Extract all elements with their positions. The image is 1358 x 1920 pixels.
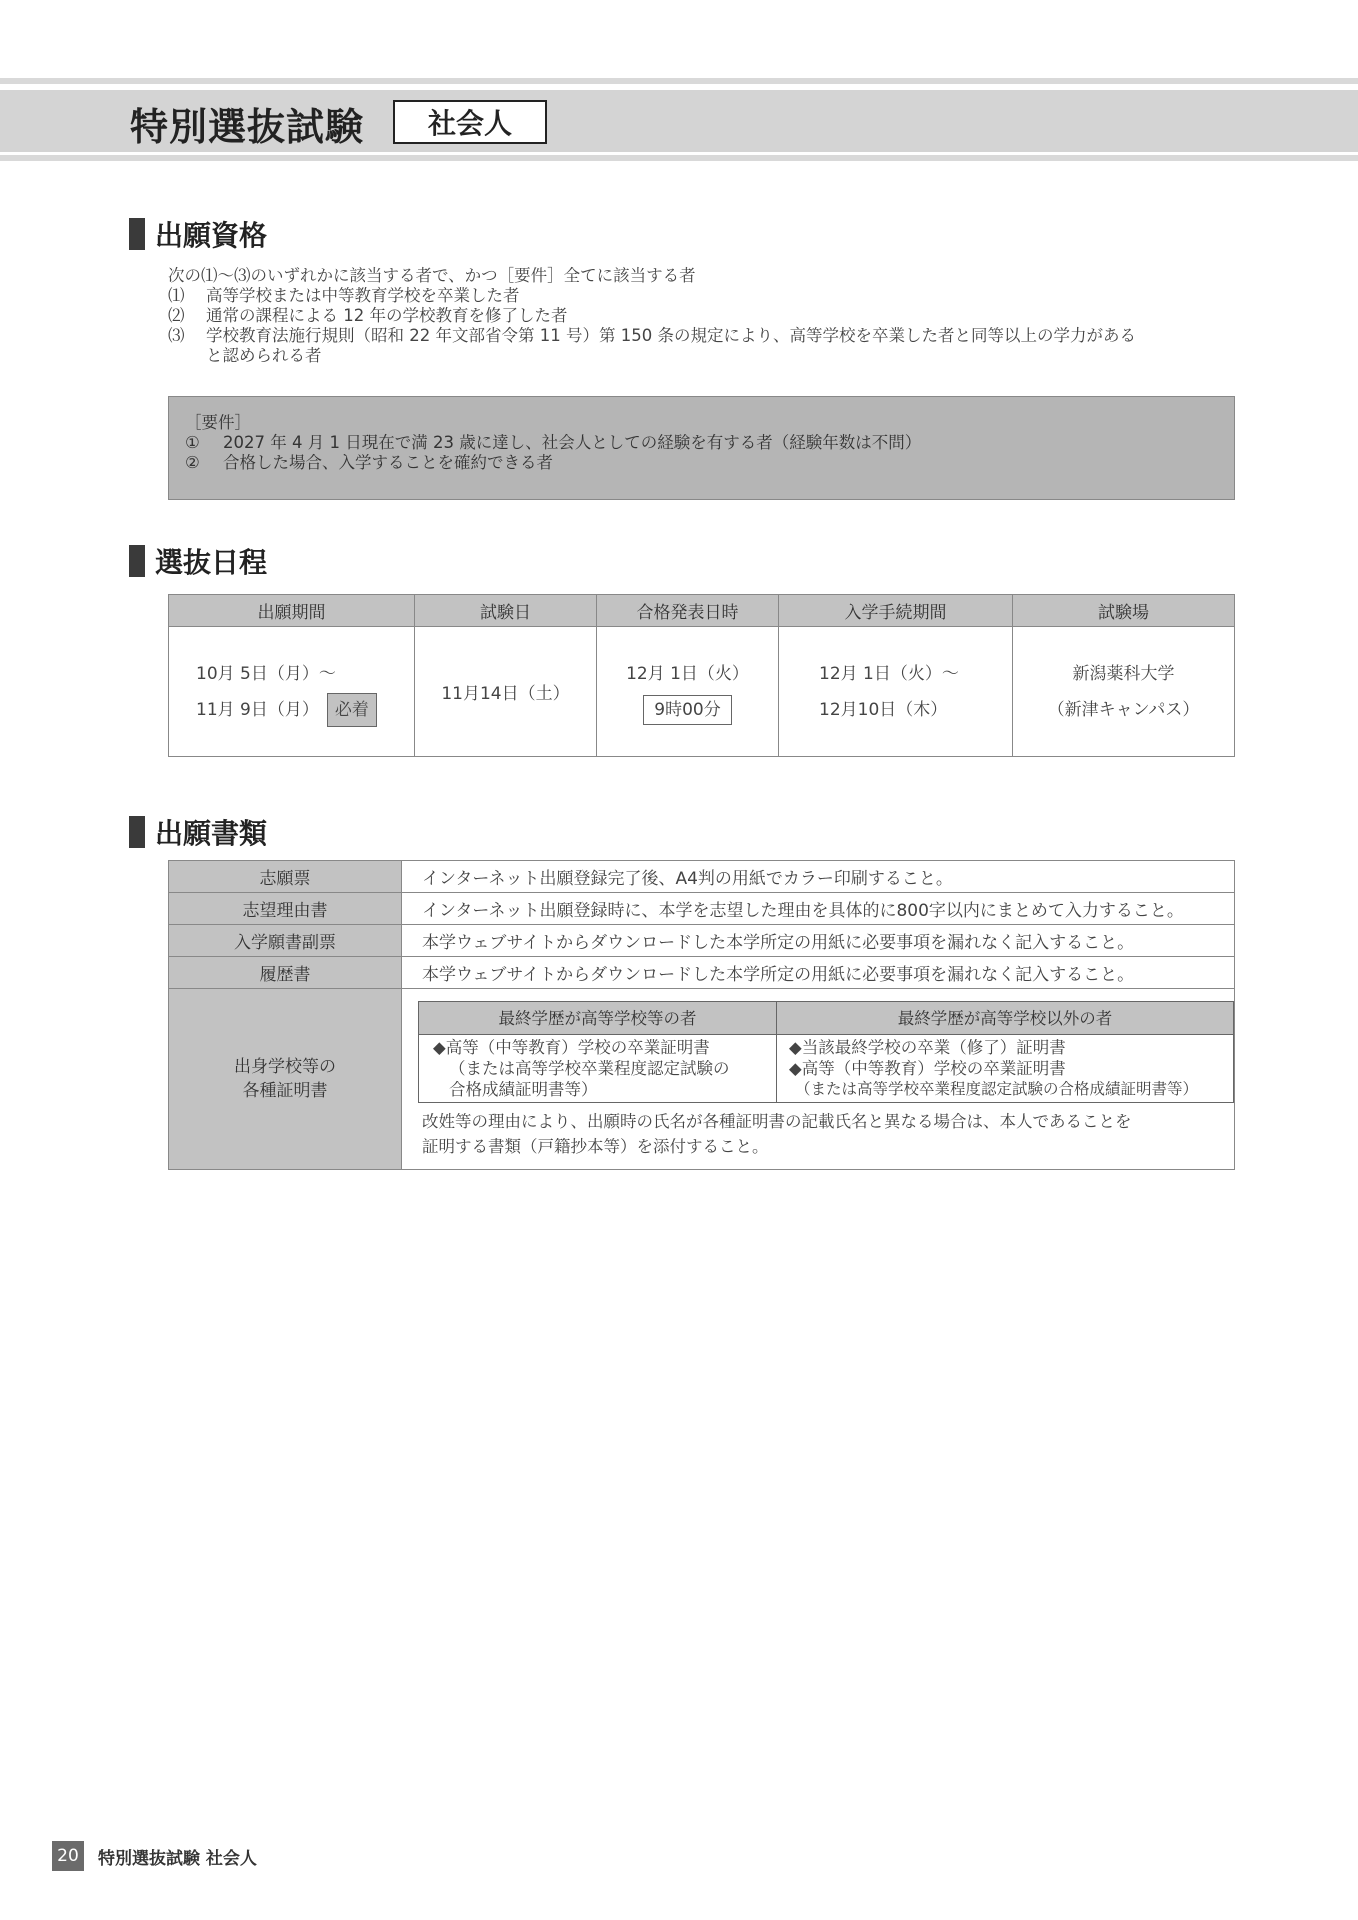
certificate-header-row — [419, 1002, 1234, 1035]
venue-cell — [1013, 627, 1235, 757]
document-value: インターネット出願登録時に、本学を志望した理由を具体的に800字以内にまとめて入力すること。 — [402, 893, 1235, 925]
certificate-note-line: 改姓等の理由により、出願時の氏名が各種証明書の記載氏名と異なる場合は、本人であることを — [422, 1112, 1132, 1131]
requirements-title: ［要件］ — [185, 413, 251, 432]
enrollment-end: 12月10日（木） — [819, 699, 948, 720]
page-number: 20 — [52, 1841, 84, 1871]
item-text: 学校教育法施行規則（昭和 22 年文部省令第 11 号）第 150 条の規定により、高等学校を卒業した者と同等以上の学力がある — [206, 326, 1136, 345]
schedule-row — [169, 627, 1235, 757]
certificate-subtable — [418, 1001, 1234, 1103]
page-subtitle-box: 社会人 — [393, 100, 547, 144]
schedule-table — [168, 594, 1235, 757]
certificate-line: （または高等学校卒業程度認定試験の合格成績証明書等） — [795, 1080, 1199, 1098]
item-number: ⑴ — [168, 286, 185, 305]
section-heading-text: 選抜日程 — [155, 546, 268, 579]
item-text: 2027 年 4 月 1 日現在で満 23 歳に達し、社会人としての経験を有する者（経験年数は不問） — [223, 433, 922, 452]
certificate-line: （または高等学校卒業程度認定試験の — [449, 1059, 730, 1078]
col-header: 出願期間 — [169, 595, 415, 627]
document-label: 志望理由書 — [169, 893, 402, 925]
section-heading-documents — [129, 812, 267, 852]
result-date: 12月 1日（火） — [626, 663, 749, 684]
venue-campus: （新津キャンパス） — [1047, 699, 1200, 720]
certificate-note — [402, 1103, 1234, 1169]
col-header: 入学手続期間 — [779, 595, 1013, 627]
schedule-header-row — [169, 595, 1235, 627]
certificate-col1 — [419, 1035, 777, 1103]
heading-marker — [129, 816, 145, 848]
section-heading-text: 出願書類 — [155, 817, 268, 850]
section-heading-qualification — [129, 214, 267, 254]
certificate-detail — [402, 989, 1235, 1170]
deadline-badge: 必着 — [327, 693, 377, 727]
certificate-note-line: 証明する書類（戸籍抄本等）を添付すること。 — [422, 1137, 769, 1156]
certificate-col-header: 最終学歴が高等学校等の者 — [419, 1002, 777, 1035]
col-header: 試験日 — [415, 595, 597, 627]
document-label — [169, 989, 402, 1170]
document-label: 履歴書 — [169, 957, 402, 989]
certificate-label-line: 出身学校等の — [234, 1057, 336, 1077]
requirement-item — [185, 453, 1218, 473]
document-row — [169, 957, 1235, 989]
qualification-item — [168, 326, 1248, 346]
result-cell — [597, 627, 779, 757]
documents-table — [168, 860, 1235, 1170]
item-number: ② — [185, 453, 200, 472]
qualification-intro: 次の⑴〜⑶のいずれかに該当する者で、かつ［要件］全てに該当する者 — [168, 266, 696, 285]
document-row-certificates — [169, 989, 1235, 1170]
document-value: 本学ウェブサイトからダウンロードした本学所定の用紙に必要事項を漏れなく記入すること。 — [402, 925, 1235, 957]
document-label: 志願票 — [169, 861, 402, 893]
application-end: 11月 9日（月） — [196, 699, 319, 720]
enrollment-start: 12月 1日（火）〜 — [819, 663, 959, 684]
venue-name: 新潟薬科大学 — [1072, 663, 1175, 684]
certificate-line: ◆高等（中等教育）学校の卒業証明書 — [433, 1038, 710, 1057]
certificate-col-header: 最終学歴が高等学校以外の者 — [777, 1002, 1234, 1035]
page-title: 特別選抜試験 — [130, 105, 365, 149]
section-heading-text: 出願資格 — [155, 219, 268, 252]
exam-date-cell: 11月14日（土） — [415, 627, 597, 757]
item-text: 通常の課程による 12 年の学校教育を修了した者 — [206, 306, 568, 325]
application-period-cell — [169, 627, 415, 757]
certificate-line: ◆当該最終学校の卒業（修了）証明書 — [789, 1038, 1066, 1057]
certificate-line: ◆高等（中等教育）学校の卒業証明書 — [789, 1059, 1066, 1078]
qualification-item-continuation: と認められる者 — [206, 346, 322, 365]
item-number: ① — [185, 433, 200, 452]
result-time-badge: 9時00分 — [643, 695, 731, 725]
document-value: インターネット出願登録完了後、A4判の用紙でカラー印刷すること。 — [402, 861, 1235, 893]
requirements-box — [168, 396, 1235, 500]
qualification-text — [168, 266, 1248, 366]
certificate-line: 合格成績証明書等） — [449, 1080, 598, 1099]
enrollment-period-cell — [779, 627, 1013, 757]
certificate-body-row — [419, 1035, 1234, 1103]
header-band-bottom-stripe — [0, 155, 1358, 161]
document-label: 入学願書副票 — [169, 925, 402, 957]
document-row — [169, 893, 1235, 925]
col-header: 合格発表日時 — [597, 595, 779, 627]
qualification-item — [168, 306, 1248, 326]
item-text: 合格した場合、入学することを確約できる者 — [223, 453, 553, 472]
qualification-item — [168, 286, 1248, 306]
item-number: ⑶ — [168, 326, 185, 345]
document-value: 本学ウェブサイトからダウンロードした本学所定の用紙に必要事項を漏れなく記入すること。 — [402, 957, 1235, 989]
requirement-item — [185, 433, 1218, 453]
application-start: 10月 5日（月）〜 — [196, 663, 336, 684]
document-row — [169, 925, 1235, 957]
item-text: 高等学校または中等教育学校を卒業した者 — [206, 286, 520, 305]
document-row — [169, 861, 1235, 893]
heading-marker — [129, 545, 145, 577]
item-number: ⑵ — [168, 306, 185, 325]
section-heading-schedule — [129, 541, 267, 581]
heading-marker — [129, 218, 145, 250]
col-header: 試験場 — [1013, 595, 1235, 627]
header-band-top-stripe — [0, 78, 1358, 84]
certificate-col2 — [777, 1035, 1234, 1103]
footer-label: 特別選抜試験 社会人 — [98, 1849, 257, 1869]
certificate-label-line: 各種証明書 — [242, 1081, 328, 1101]
